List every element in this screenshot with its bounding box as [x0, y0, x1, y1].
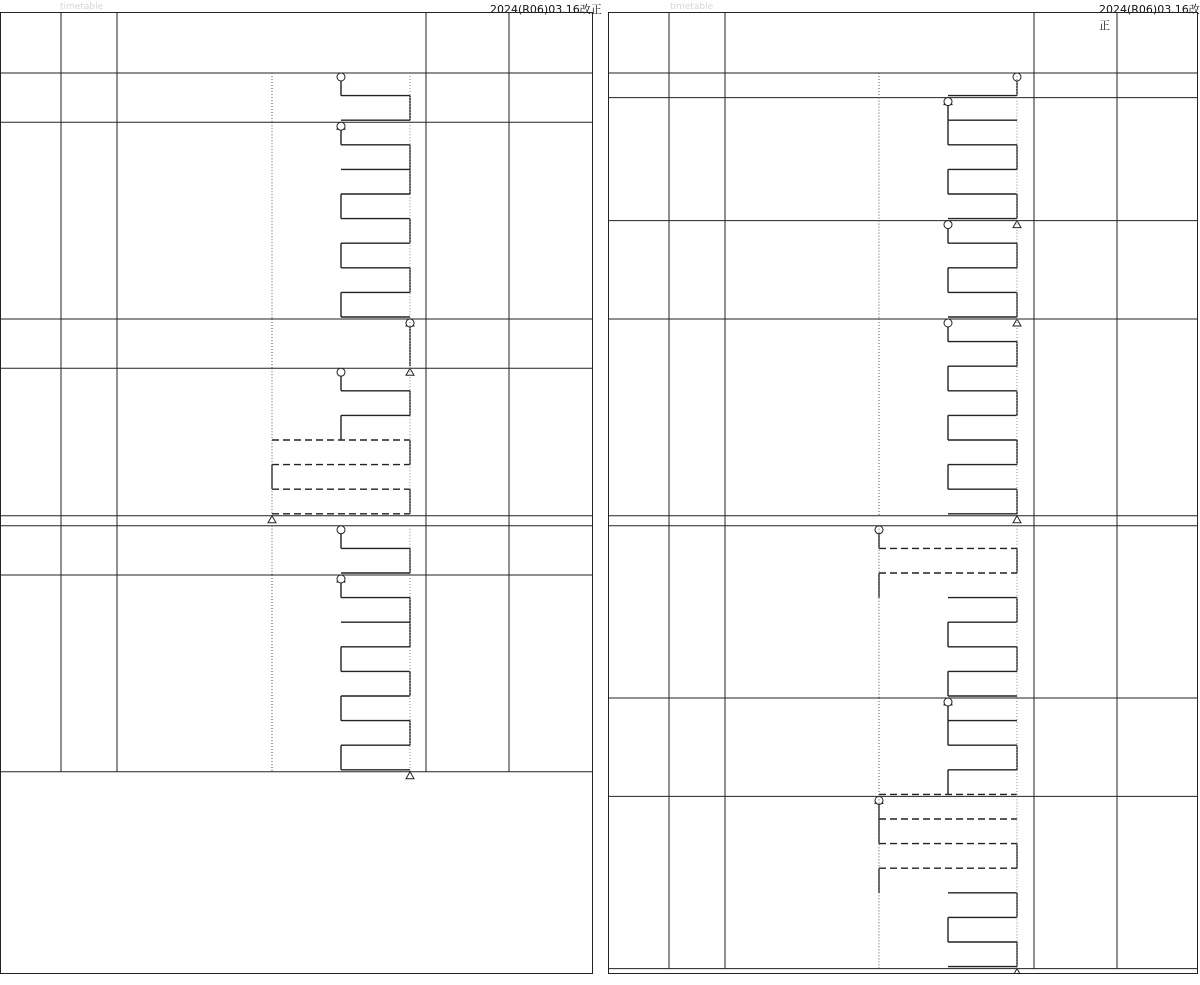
timetable-panel-right: [608, 12, 1198, 974]
depot-start-icon: [337, 526, 345, 534]
depot-start-icon: [944, 98, 952, 106]
depot-end-icon: [1013, 969, 1021, 974]
grid-lines: [609, 13, 1198, 974]
depot-start-icon: [337, 575, 345, 583]
depot-start-icon: [944, 319, 952, 327]
revision-label: 2024(R06)03.16改正: [490, 3, 602, 16]
depot-start-icon: [944, 221, 952, 229]
watermark: timetable: [670, 2, 714, 12]
depot-end-icon: [406, 772, 414, 779]
depot-end-icon: [1013, 516, 1021, 523]
depot-start-icon: [337, 122, 345, 130]
depot-start-icon: [337, 73, 345, 81]
depot-start-icon: [944, 698, 952, 706]
depot-end-icon: [268, 516, 276, 523]
grid-lines: [1, 13, 593, 974]
revision-label: 2024(R06)03.16改正: [1099, 3, 1200, 32]
depot-start-icon: [337, 368, 345, 376]
timetable-panel-left: [0, 12, 593, 974]
watermark: timetable: [60, 2, 104, 12]
